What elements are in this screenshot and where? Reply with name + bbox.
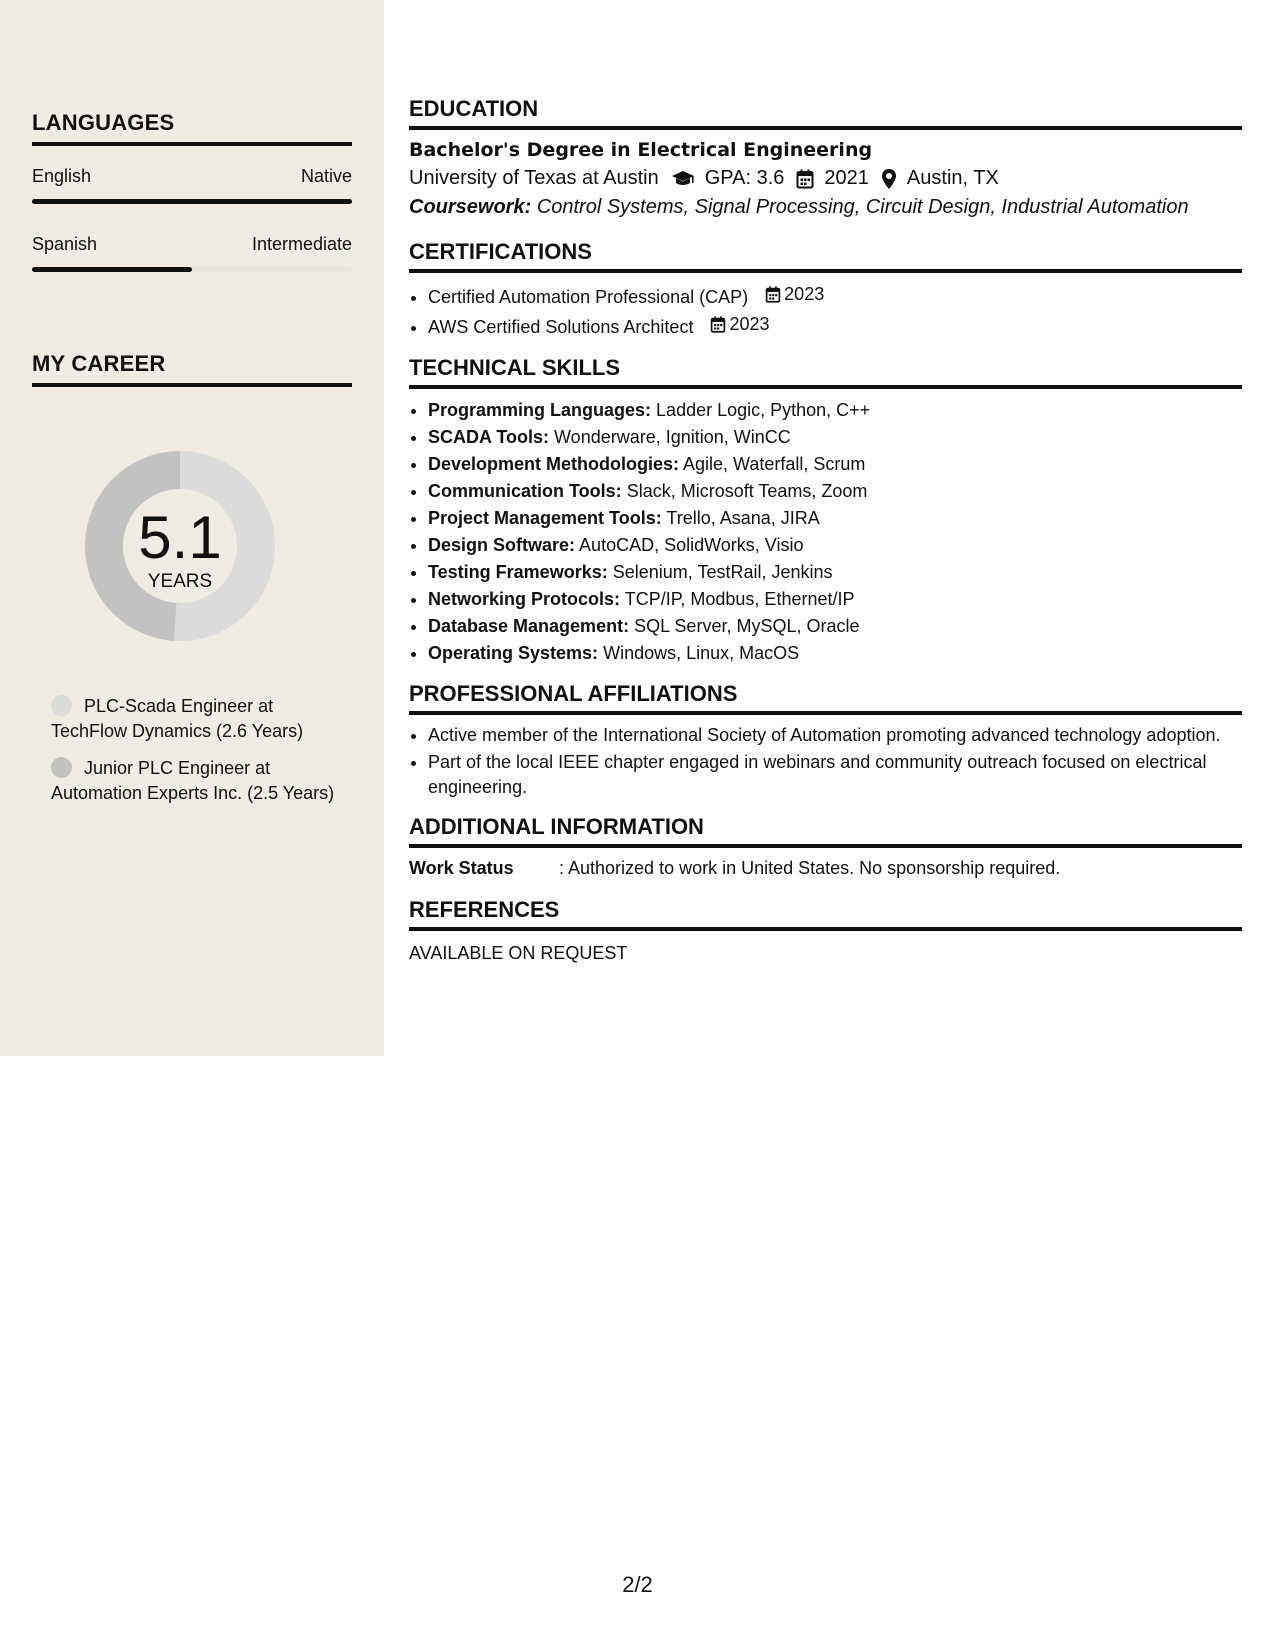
- certifications-heading: CERTIFICATIONS: [409, 239, 1242, 273]
- affiliation-item: • Part of the local IEEE chapter engaged in webinars and community outreach focused on electrical engineering.: [428, 750, 1242, 800]
- school-name: University of Texas at Austin: [409, 167, 659, 189]
- language-name: English: [32, 166, 92, 186]
- certification-item: [428, 281, 1242, 311]
- calendar-icon: [796, 169, 814, 189]
- career-item-text: Junior PLC Engineer at Automation Experts Inc. (2.5 Years): [51, 758, 335, 803]
- affiliations-section: [409, 681, 1242, 800]
- skill-value: Trello, Asana, JIRA: [666, 508, 820, 528]
- work-status-row: [409, 858, 1242, 879]
- additional-section: [409, 814, 1242, 879]
- skill-value: Ladder Logic, Python, C++: [656, 400, 871, 420]
- language-proficiency-fill: [32, 199, 352, 204]
- certification-year: 2023: [784, 284, 825, 304]
- skill-item: [428, 451, 1242, 478]
- languages-heading: LANGUAGES: [32, 110, 352, 146]
- calendar-icon: [765, 286, 781, 303]
- school-location: Austin, TX: [906, 167, 999, 189]
- skill-value: Windows, Linux, MacOS: [603, 643, 800, 663]
- coursework: [409, 196, 1242, 219]
- skill-value: AutoCAD, SolidWorks, Visio: [579, 535, 804, 555]
- legend-dot-icon: [51, 695, 72, 716]
- language-level: Intermediate: [251, 234, 352, 254]
- education-section: [409, 96, 1242, 219]
- career-legend-item: [51, 756, 341, 806]
- skill-label: Project Management Tools:: [428, 508, 662, 528]
- references-section: [409, 897, 1242, 964]
- certification-name: AWS Certified Solutions Architect: [428, 317, 694, 337]
- career-section: [32, 351, 352, 387]
- career-heading: MY CAREER: [32, 351, 352, 387]
- degree-title: Bachelor's Degree in Electrical Engineering: [409, 139, 873, 161]
- references-heading: REFERENCES: [409, 897, 1242, 931]
- skill-item: [428, 559, 1242, 586]
- career-legend: [51, 694, 341, 818]
- skills-section: [409, 355, 1242, 667]
- skill-value: Agile, Waterfall, Scrum: [683, 454, 866, 474]
- skill-value: SQL Server, MySQL, Oracle: [634, 616, 860, 636]
- certification-year: 2023: [729, 314, 770, 334]
- work-status-label: Work Status: [409, 858, 514, 878]
- skill-value: Slack, Microsoft Teams, Zoom: [626, 481, 868, 501]
- certifications-section: [409, 239, 1242, 341]
- coursework-text: Control Systems, Signal Processing, Circuit Design, Industrial Automation: [536, 196, 1189, 218]
- language-proficiency-bar: [32, 267, 352, 272]
- skills-list: [409, 397, 1242, 667]
- skill-item: [428, 586, 1242, 613]
- graduation-year: 2021: [824, 167, 869, 189]
- references-text: AVAILABLE ON REQUEST: [409, 943, 628, 963]
- skill-label: Design Software:: [428, 535, 576, 555]
- skill-item: [428, 424, 1242, 451]
- skill-item: [428, 505, 1242, 532]
- certification-item: [428, 311, 1242, 341]
- certifications-list: [409, 281, 1242, 341]
- skill-item: [428, 640, 1242, 667]
- affiliations-list: [409, 723, 1242, 800]
- language-level: Native: [300, 166, 352, 186]
- language-item-english: [32, 166, 352, 204]
- certification-name: Certified Automation Professional (CAP): [428, 287, 749, 307]
- skill-label: Networking Protocols:: [428, 589, 621, 609]
- affiliation-item: • Active member of the International Society of Automation promoting advanced technology adoption.: [428, 723, 1242, 748]
- gpa-text: GPA: 3.6: [704, 167, 785, 189]
- work-status-value: : Authorized to work in United States. No sponsorship required.: [559, 858, 1061, 878]
- main-content: [409, 96, 1242, 964]
- skill-value: TCP/IP, Modbus, Ethernet/IP: [624, 589, 855, 609]
- skill-item: [428, 532, 1242, 559]
- education-heading: EDUCATION: [409, 96, 1242, 130]
- additional-heading: ADDITIONAL INFORMATION: [409, 814, 1242, 848]
- graduation-cap-icon: [671, 170, 695, 188]
- skill-item: [428, 478, 1242, 505]
- skill-label: Operating Systems:: [428, 643, 599, 663]
- language-proficiency-fill: [32, 267, 192, 272]
- career-legend-item: [51, 694, 341, 744]
- skill-value: Selenium, TestRail, Jenkins: [612, 562, 833, 582]
- skill-label: Communication Tools:: [428, 481, 622, 501]
- calendar-icon: [710, 316, 726, 333]
- sidebar: [0, 0, 384, 1056]
- skill-label: Development Methodologies:: [428, 454, 680, 474]
- career-donut-chart: [66, 432, 294, 660]
- language-item-spanish: [32, 234, 352, 272]
- affiliations-heading: PROFESSIONAL AFFILIATIONS: [409, 681, 1242, 715]
- career-total-years: 5.1: [138, 504, 222, 571]
- skills-heading: TECHNICAL SKILLS: [409, 355, 1242, 389]
- career-item-text: PLC-Scada Engineer at TechFlow Dynamics (2.6 Years): [51, 696, 304, 741]
- skill-value: Wonderware, Ignition, WinCC: [554, 427, 791, 447]
- languages-section: [32, 110, 352, 272]
- location-pin-icon: [881, 168, 897, 190]
- language-proficiency-bar: [32, 199, 352, 204]
- legend-dot-icon: [51, 757, 72, 778]
- skill-label: Programming Languages:: [428, 400, 652, 420]
- skill-item: [428, 613, 1242, 640]
- coursework-label: Coursework:: [409, 196, 532, 218]
- skill-label: Database Management:: [428, 616, 630, 636]
- career-years-unit: YEARS: [147, 571, 213, 592]
- skill-item: [428, 397, 1242, 424]
- education-details: [409, 167, 1242, 190]
- page-number: 2/2: [622, 1572, 653, 1597]
- skill-label: SCADA Tools:: [428, 427, 549, 447]
- skill-label: Testing Frameworks:: [428, 562, 608, 582]
- language-name: Spanish: [32, 234, 98, 254]
